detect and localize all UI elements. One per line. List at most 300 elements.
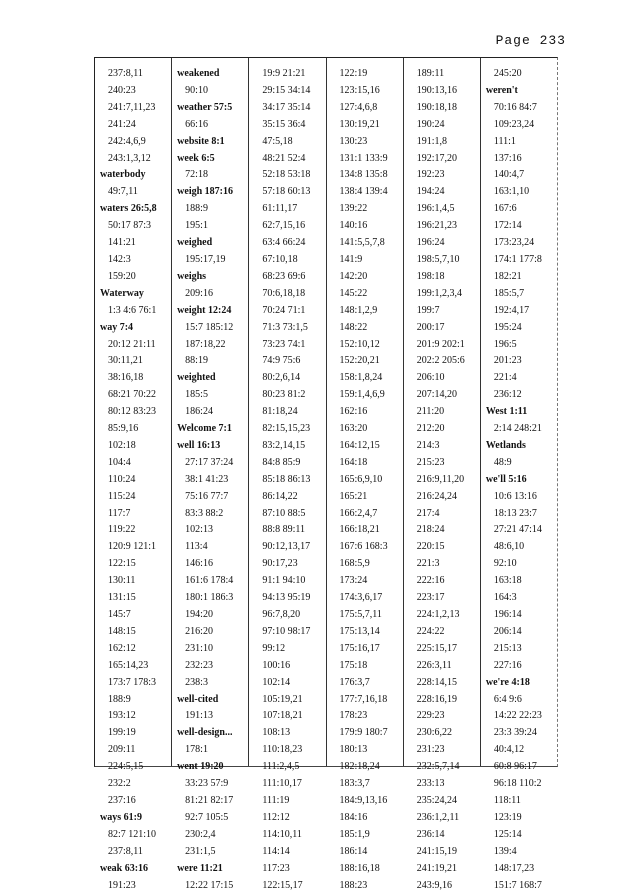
page-reference: 38:16,18 xyxy=(95,370,171,387)
page-reference: 191:23 xyxy=(95,878,171,894)
page-reference: 243:1,3,12 xyxy=(95,151,171,168)
page-reference: 221:3 xyxy=(404,556,480,573)
page-reference: 177:7,16,18 xyxy=(327,692,403,709)
page-reference: 166:2,4,7 xyxy=(327,506,403,523)
page-reference: 110:24 xyxy=(95,472,171,489)
page-reference: 83:2,14,15 xyxy=(249,438,325,455)
page-reference: 182:18,24 xyxy=(327,759,403,776)
page-reference: 224:22 xyxy=(404,624,480,641)
page-reference: 194:20 xyxy=(172,607,248,624)
page-reference: 130:11 xyxy=(95,573,171,590)
page-reference: 30:11,21 xyxy=(95,353,171,370)
index-column xyxy=(95,58,172,766)
index-term: well-cited xyxy=(172,692,248,709)
page-reference: 118:11 xyxy=(481,793,557,810)
page-reference: 190:18,18 xyxy=(404,100,480,117)
page-reference: 88:19 xyxy=(172,353,248,370)
index-term: were 11:21 xyxy=(172,861,248,878)
page-reference: 225:15,17 xyxy=(404,641,480,658)
index-term: weight 12:24 xyxy=(172,303,248,320)
page-reference: 29:15 34:14 xyxy=(249,83,325,100)
page-reference: 163:18 xyxy=(481,573,557,590)
index-term: we'll 5:16 xyxy=(481,472,557,489)
index-term: ways 61:9 xyxy=(95,810,171,827)
page-reference: 216:24,24 xyxy=(404,489,480,506)
page-reference: 180:13 xyxy=(327,742,403,759)
page-reference: 168:5,9 xyxy=(327,556,403,573)
page-reference: 92:10 xyxy=(481,556,557,573)
page-reference: 109:23,24 xyxy=(481,117,557,134)
index-term: weakened xyxy=(172,66,248,83)
page-reference: 80:2,6,14 xyxy=(249,370,325,387)
page-reference: 122:15,17 xyxy=(249,878,325,894)
page-reference: 81:21 82:17 xyxy=(172,793,248,810)
page-reference: 48:6,10 xyxy=(481,539,557,556)
page-reference: 85:18 86:13 xyxy=(249,472,325,489)
page-reference: 148:15 xyxy=(95,624,171,641)
page-reference: 200:17 xyxy=(404,320,480,337)
page-reference: 14:22 22:23 xyxy=(481,708,557,725)
page-reference: 212:20 xyxy=(404,421,480,438)
page-reference: 190:13,16 xyxy=(404,83,480,100)
page-reference: 163:1,10 xyxy=(481,184,557,201)
page-reference: 175:5,7,11 xyxy=(327,607,403,624)
page-reference: 188:23 xyxy=(327,878,403,894)
page-reference: 139:4 xyxy=(481,844,557,861)
page-reference: 49:7,11 xyxy=(95,184,171,201)
page-reference: 66:16 xyxy=(172,117,248,134)
page-reference: 230:2,4 xyxy=(172,827,248,844)
index-term: Welcome 7:1 xyxy=(172,421,248,438)
page-reference: 67:10,18 xyxy=(249,252,325,269)
page-reference: 220:15 xyxy=(404,539,480,556)
page-reference: 141:21 xyxy=(95,235,171,252)
index-term: West 1:11 xyxy=(481,404,557,421)
page-reference: 20:12 21:11 xyxy=(95,337,171,354)
page-reference: 90:10 xyxy=(172,83,248,100)
page-reference: 148:17,23 xyxy=(481,861,557,878)
page-reference: 237:8,11 xyxy=(95,66,171,83)
page-reference: 152:10,12 xyxy=(327,337,403,354)
page-reference: 231:23 xyxy=(404,742,480,759)
page-reference: 104:4 xyxy=(95,455,171,472)
page-reference: 86:14,22 xyxy=(249,489,325,506)
page-reference: 238:3 xyxy=(172,675,248,692)
page-reference: 232:2 xyxy=(95,776,171,793)
page-reference: 48:21 52:4 xyxy=(249,151,325,168)
page-reference: 165:14,23 xyxy=(95,658,171,675)
page-reference: 122:19 xyxy=(327,66,403,83)
index-term: weigh 187:16 xyxy=(172,184,248,201)
page-reference: 231:1,5 xyxy=(172,844,248,861)
index-term: waters 26:5,8 xyxy=(95,201,171,218)
page-reference: 243:9,16 xyxy=(404,878,480,894)
page-reference: 90:17,23 xyxy=(249,556,325,573)
page-reference: 68:23 69:6 xyxy=(249,269,325,286)
page-reference: 178:1 xyxy=(172,742,248,759)
page-reference: 82:7 121:10 xyxy=(95,827,171,844)
page-reference: 175:13,14 xyxy=(327,624,403,641)
page-reference: 228:16,19 xyxy=(404,692,480,709)
page-reference: 221:4 xyxy=(481,370,557,387)
page-reference: 241:15,19 xyxy=(404,844,480,861)
page-reference: 201:9 202:1 xyxy=(404,337,480,354)
page-reference: 236:12 xyxy=(481,387,557,404)
page-reference: 186:14 xyxy=(327,844,403,861)
page-reference: 117:7 xyxy=(95,506,171,523)
page-reference: 198:18 xyxy=(404,269,480,286)
page-reference: 141:9 xyxy=(327,252,403,269)
page-reference: 192:23 xyxy=(404,167,480,184)
page-reference: 173:24 xyxy=(327,573,403,590)
page-reference: 164:3 xyxy=(481,590,557,607)
page-reference: 151:7 168:7 xyxy=(481,878,557,894)
page-reference: 174:3,6,17 xyxy=(327,590,403,607)
page-reference: 2:14 248:21 xyxy=(481,421,557,438)
page-reference: 96:18 110:2 xyxy=(481,776,557,793)
page-reference: 199:1,2,3,4 xyxy=(404,286,480,303)
page-reference: 167:6 168:3 xyxy=(327,539,403,556)
index-column xyxy=(172,58,249,766)
page-reference: 34:17 35:14 xyxy=(249,100,325,117)
index-term: website 8:1 xyxy=(172,134,248,151)
page-reference: 211:20 xyxy=(404,404,480,421)
page-reference: 131:1 133:9 xyxy=(327,151,403,168)
page-reference: 123:19 xyxy=(481,810,557,827)
page-reference: 1:3 4:6 76:1 xyxy=(95,303,171,320)
page-reference: 94:13 95:19 xyxy=(249,590,325,607)
page-number: Page 233 xyxy=(496,33,566,48)
page-reference: 73:23 74:1 xyxy=(249,337,325,354)
page-reference: 142:3 xyxy=(95,252,171,269)
page-reference: 117:23 xyxy=(249,861,325,878)
page-reference: 111:2,4,5 xyxy=(249,759,325,776)
page-reference: 138:4 139:4 xyxy=(327,184,403,201)
page-reference: 226:3,11 xyxy=(404,658,480,675)
page-reference: 105:19,21 xyxy=(249,692,325,709)
page-reference: 27:21 47:14 xyxy=(481,522,557,539)
index-term: week 6:5 xyxy=(172,151,248,168)
page-reference: 195:17,19 xyxy=(172,252,248,269)
page-reference: 185:5 xyxy=(172,387,248,404)
page-reference: 172:14 xyxy=(481,218,557,235)
page-reference: 188:16,18 xyxy=(327,861,403,878)
page-reference: 191:1,8 xyxy=(404,134,480,151)
page-reference: 176:3,7 xyxy=(327,675,403,692)
page-reference: 175:16,17 xyxy=(327,641,403,658)
page-reference: 188:9 xyxy=(95,692,171,709)
page-reference: 50:17 87:3 xyxy=(95,218,171,235)
page-reference: 222:16 xyxy=(404,573,480,590)
page-reference: 174:1 177:8 xyxy=(481,252,557,269)
index-column xyxy=(327,58,404,766)
page-reference: 96:7,8,20 xyxy=(249,607,325,624)
page-reference: 209:11 xyxy=(95,742,171,759)
page-reference: 216:9,11,20 xyxy=(404,472,480,489)
page-reference: 191:13 xyxy=(172,708,248,725)
page-reference: 112:12 xyxy=(249,810,325,827)
page-reference: 166:18,21 xyxy=(327,522,403,539)
page-reference: 184:16 xyxy=(327,810,403,827)
page-reference: 199:19 xyxy=(95,725,171,742)
page-reference: 48:9 xyxy=(481,455,557,472)
page-reference: 148:1,2,9 xyxy=(327,303,403,320)
page-reference: 99:12 xyxy=(249,641,325,658)
page-reference: 195:24 xyxy=(481,320,557,337)
page-reference: 130:23 xyxy=(327,134,403,151)
page-reference: 145:22 xyxy=(327,286,403,303)
page-reference: 224:1,2,13 xyxy=(404,607,480,624)
page-reference: 241:19,21 xyxy=(404,861,480,878)
page-reference: 140:16 xyxy=(327,218,403,235)
page-reference: 130:19,21 xyxy=(327,117,403,134)
page-reference: 92:7 105:5 xyxy=(172,810,248,827)
page-reference: 85:9,16 xyxy=(95,421,171,438)
page-reference: 38:1 41:23 xyxy=(172,472,248,489)
page-reference: 40:4,12 xyxy=(481,742,557,759)
page-reference: 173:23,24 xyxy=(481,235,557,252)
page-reference: 127:4,6,8 xyxy=(327,100,403,117)
page-reference: 193:12 xyxy=(95,708,171,725)
index-term: weren't xyxy=(481,83,557,100)
page-reference: 70:24 71:1 xyxy=(249,303,325,320)
page-reference: 61:11,17 xyxy=(249,201,325,218)
index-term: Waterway xyxy=(95,286,171,303)
page-reference: 158:1,8,24 xyxy=(327,370,403,387)
page-reference: 192:17,20 xyxy=(404,151,480,168)
page-reference: 184:9,13,16 xyxy=(327,793,403,810)
page-reference: 122:15 xyxy=(95,556,171,573)
index-table xyxy=(94,57,558,767)
page-reference: 175:18 xyxy=(327,658,403,675)
page-reference: 196:14 xyxy=(481,607,557,624)
page-reference: 134:8 135:8 xyxy=(327,167,403,184)
index-term: we're 4:18 xyxy=(481,675,557,692)
page-reference: 115:24 xyxy=(95,489,171,506)
page-reference: 63:4 66:24 xyxy=(249,235,325,252)
page-reference: 207:14,20 xyxy=(404,387,480,404)
page-reference: 97:10 98:17 xyxy=(249,624,325,641)
page-reference: 178:23 xyxy=(327,708,403,725)
page-reference: 216:20 xyxy=(172,624,248,641)
page-reference: 80:23 81:2 xyxy=(249,387,325,404)
page-reference: 119:22 xyxy=(95,522,171,539)
page-reference: 137:16 xyxy=(481,151,557,168)
page-reference: 227:16 xyxy=(481,658,557,675)
page-reference: 240:23 xyxy=(95,83,171,100)
page-reference: 232:23 xyxy=(172,658,248,675)
index-term: went 19:20 xyxy=(172,759,248,776)
page-reference: 167:6 xyxy=(481,201,557,218)
page-reference: 74:9 75:6 xyxy=(249,353,325,370)
page-reference: 114:10,11 xyxy=(249,827,325,844)
page-reference: 70:16 84:7 xyxy=(481,100,557,117)
page-reference: 82:15,15,23 xyxy=(249,421,325,438)
page-reference: 141:5,5,7,8 xyxy=(327,235,403,252)
page-reference: 102:14 xyxy=(249,675,325,692)
page-reference: 206:10 xyxy=(404,370,480,387)
index-column xyxy=(249,58,326,766)
page-reference: 125:14 xyxy=(481,827,557,844)
page-reference: 195:1 xyxy=(172,218,248,235)
index-term: weather 57:5 xyxy=(172,100,248,117)
page-reference: 242:4,6,9 xyxy=(95,134,171,151)
page-reference: 190:24 xyxy=(404,117,480,134)
index-term: weak 63:16 xyxy=(95,861,171,878)
page-reference: 84:8 85:9 xyxy=(249,455,325,472)
page-reference: 91:1 94:10 xyxy=(249,573,325,590)
page-reference: 148:22 xyxy=(327,320,403,337)
page-reference: 142:20 xyxy=(327,269,403,286)
page-reference: 81:18,24 xyxy=(249,404,325,421)
page-reference: 196:1,4,5 xyxy=(404,201,480,218)
page-reference: 87:10 88:5 xyxy=(249,506,325,523)
page-reference: 83:3 88:2 xyxy=(172,506,248,523)
index-term: Wetlands xyxy=(481,438,557,455)
page-reference: 62:7,15,16 xyxy=(249,218,325,235)
page-reference: 232:5,7,14 xyxy=(404,759,480,776)
page-reference: 102:18 xyxy=(95,438,171,455)
page-reference: 162:12 xyxy=(95,641,171,658)
page-reference: 35:15 36:4 xyxy=(249,117,325,134)
page-reference: 199:7 xyxy=(404,303,480,320)
page-reference: 163:20 xyxy=(327,421,403,438)
page-reference: 113:4 xyxy=(172,539,248,556)
page-reference: 180:1 186:3 xyxy=(172,590,248,607)
index-term: way 7:4 xyxy=(95,320,171,337)
page-reference: 185:1,9 xyxy=(327,827,403,844)
page-reference: 229:23 xyxy=(404,708,480,725)
page-reference: 123:15,16 xyxy=(327,83,403,100)
page-reference: 145:7 xyxy=(95,607,171,624)
page-reference: 192:4,17 xyxy=(481,303,557,320)
page-reference: 185:5,7 xyxy=(481,286,557,303)
page-reference: 173:7 178:3 xyxy=(95,675,171,692)
page-reference: 159:1,4,6,9 xyxy=(327,387,403,404)
page-reference: 111:1 xyxy=(481,134,557,151)
page-reference: 215:23 xyxy=(404,455,480,472)
page-reference: 70:6,18,18 xyxy=(249,286,325,303)
page-reference: 75:16 77:7 xyxy=(172,489,248,506)
page-reference: 162:16 xyxy=(327,404,403,421)
page-reference: 120:9 121:1 xyxy=(95,539,171,556)
index-term: well 16:13 xyxy=(172,438,248,455)
page-reference: 164:12,15 xyxy=(327,438,403,455)
page-reference: 60:8 96:17 xyxy=(481,759,557,776)
page-reference: 206:14 xyxy=(481,624,557,641)
page-reference: 241:24 xyxy=(95,117,171,134)
page-reference: 15:7 185:12 xyxy=(172,320,248,337)
page-reference: 88:8 89:11 xyxy=(249,522,325,539)
page-reference: 223:17 xyxy=(404,590,480,607)
page-reference: 27:17 37:24 xyxy=(172,455,248,472)
page-reference: 188:9 xyxy=(172,201,248,218)
page-reference: 152:20,21 xyxy=(327,353,403,370)
page-reference: 196:21,23 xyxy=(404,218,480,235)
page-reference: 108:13 xyxy=(249,725,325,742)
page-reference: 107:18,21 xyxy=(249,708,325,725)
page-reference: 18:13 23:7 xyxy=(481,506,557,523)
index-term: weighs xyxy=(172,269,248,286)
page-reference: 80:12 83:23 xyxy=(95,404,171,421)
page-reference: 228:14,15 xyxy=(404,675,480,692)
index-term: well-design... xyxy=(172,725,248,742)
page-reference: 235:24,24 xyxy=(404,793,480,810)
page-reference: 111:10,17 xyxy=(249,776,325,793)
page-reference: 209:16 xyxy=(172,286,248,303)
page-reference: 198:5,7,10 xyxy=(404,252,480,269)
page-reference: 189:11 xyxy=(404,66,480,83)
index-term: waterbody xyxy=(95,167,171,184)
page-reference: 183:3,7 xyxy=(327,776,403,793)
page-reference: 100:16 xyxy=(249,658,325,675)
page-reference: 231:10 xyxy=(172,641,248,658)
page-reference: 131:15 xyxy=(95,590,171,607)
page-reference: 161:6 178:4 xyxy=(172,573,248,590)
page-reference: 110:18,23 xyxy=(249,742,325,759)
page-reference: 215:13 xyxy=(481,641,557,658)
page-reference: 33:23 57:9 xyxy=(172,776,248,793)
page-reference: 6:4 9:6 xyxy=(481,692,557,709)
index-term: weighted xyxy=(172,370,248,387)
page-reference: 111:19 xyxy=(249,793,325,810)
page-reference: 159:20 xyxy=(95,269,171,286)
page-reference: 237:16 xyxy=(95,793,171,810)
page-reference: 71:3 73:1,5 xyxy=(249,320,325,337)
page-reference: 224:5,15 xyxy=(95,759,171,776)
page-reference: 12:22 17:15 xyxy=(172,878,248,894)
page-reference: 194:24 xyxy=(404,184,480,201)
page-reference: 236:1,2,11 xyxy=(404,810,480,827)
page-reference: 68:21 70:22 xyxy=(95,387,171,404)
page-reference: 165:21 xyxy=(327,489,403,506)
page-reference: 241:7,11,23 xyxy=(95,100,171,117)
page-reference: 245:20 xyxy=(481,66,557,83)
page-reference: 196:5 xyxy=(481,337,557,354)
page-reference: 218:24 xyxy=(404,522,480,539)
index-column xyxy=(404,58,481,766)
page-reference: 90:12,13,17 xyxy=(249,539,325,556)
page-reference: 139:22 xyxy=(327,201,403,218)
page-reference: 146:16 xyxy=(172,556,248,573)
page-reference: 52:18 53:18 xyxy=(249,167,325,184)
page-reference: 230:6,22 xyxy=(404,725,480,742)
page-reference: 233:13 xyxy=(404,776,480,793)
page-reference: 236:14 xyxy=(404,827,480,844)
index-column xyxy=(481,58,557,766)
page-reference: 217:4 xyxy=(404,506,480,523)
page-reference: 196:24 xyxy=(404,235,480,252)
page-reference: 72:18 xyxy=(172,167,248,184)
page-reference: 19:9 21:21 xyxy=(249,66,325,83)
page-reference: 102:13 xyxy=(172,522,248,539)
page-reference: 57:18 60:13 xyxy=(249,184,325,201)
page-reference: 179:9 180:7 xyxy=(327,725,403,742)
page-reference: 140:4,7 xyxy=(481,167,557,184)
index-term: weighed xyxy=(172,235,248,252)
page-reference: 201:23 xyxy=(481,353,557,370)
page-reference: 10:6 13:16 xyxy=(481,489,557,506)
page-reference: 182:21 xyxy=(481,269,557,286)
page-reference: 164:18 xyxy=(327,455,403,472)
page-reference: 165:6,9,10 xyxy=(327,472,403,489)
page-reference: 47:5,18 xyxy=(249,134,325,151)
page-reference: 23:3 39:24 xyxy=(481,725,557,742)
page-reference: 114:14 xyxy=(249,844,325,861)
page-reference: 186:24 xyxy=(172,404,248,421)
page-reference: 187:18,22 xyxy=(172,337,248,354)
page-reference: 237:8,11 xyxy=(95,844,171,861)
